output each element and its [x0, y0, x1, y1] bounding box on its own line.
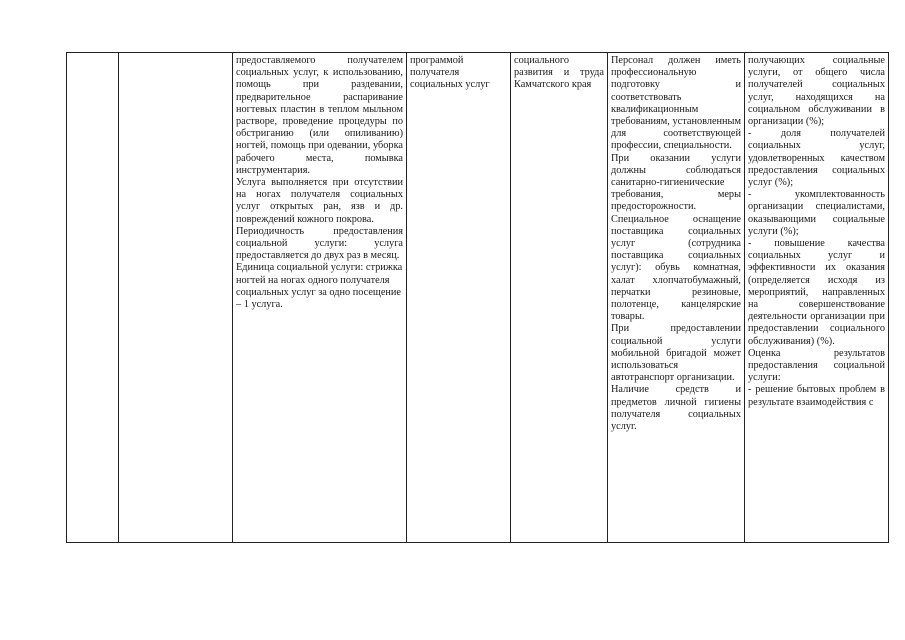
description-paragraph: Услуга выполняется при отсутствии на ногах получателя социальных услуг открытых ран, язв и др. повреждений кожного покрова.: [236, 177, 403, 225]
description-paragraph: предоставляемого получателем социальных услуг, к использованию, помощь при раздевании, предварительное распаривание ногтевых пластин в теплом мыльном растворе, проведение процедуры по обстриганию (или опиливанию) ногтей, помощь при одевании, уборка рабочего места, помывка инструментария.: [236, 55, 403, 176]
cell-service-description: [233, 53, 407, 543]
indicator-paragraph: - укомплектованность организации специалистами, оказывающими социальные услуги (%);: [748, 189, 885, 237]
tariff-text: социального развития и труда Камчатского края: [514, 55, 604, 91]
description-paragraph: Единица социальной услуги: стрижка ногтей на ногах одного получателя социальных услуг за одно посещение – 1 услуга.: [236, 262, 403, 311]
description-paragraph: Периодичность предоставления социальной услуги: услуга предоставляется до двух раз в месяц.: [236, 225, 403, 262]
table-row: [67, 53, 889, 543]
conditions-paragraph: При оказании услуги должны соблюдаться санитарно-гигиенические требования, меры предосторожности.: [611, 152, 741, 213]
conditions-paragraph: Наличие средств и предметов личной гигиены получателя социальных услуг.: [611, 384, 741, 433]
indicator-paragraph: - решение бытовых проблем в результате взаимодействия с: [748, 384, 885, 408]
cell-tariff: [511, 53, 608, 543]
period-text: программой получателя социальных услуг: [410, 55, 490, 91]
conditions-paragraph: Персонал должен иметь профессиональную подготовку и соответствовать квалификационным требованиям, установленным для соответствующей профессии, специальности.: [611, 55, 741, 152]
conditions-paragraph: Специальное оснащение поставщика социальных услуг (сотрудника поставщика социальных услуг): обувь комнатная, халат хлопчатобумажный, перчатки резиновые, полотенце, канцелярские товары.: [611, 213, 741, 323]
conditions-paragraph: При предоставлении социальной услуги мобильной бригадой может использоваться автотранспорт организации.: [611, 323, 741, 384]
cell-number: [67, 53, 119, 543]
indicator-paragraph: получающих социальные услуги, от общего числа получателей социальных услуг, находящихся на социальном обслуживании в организации (%);: [748, 55, 885, 128]
services-table: [66, 52, 889, 543]
indicator-paragraph: - повышение качества социальных услуг и эффективности их оказания (определяется исходя из мероприятий, направленных на совершенствование деятельности организации при предоставлении социального обслуживания) (%).: [748, 238, 885, 347]
cell-service-period: [407, 53, 511, 543]
cell-quality-indicators: [745, 53, 889, 543]
cell-conditions: [608, 53, 745, 543]
indicator-paragraph: - доля получателей социальных услуг, удовлетворенных качеством предоставления социальных услуг (%);: [748, 128, 885, 189]
cell-service-name: [119, 53, 233, 543]
indicator-paragraph: Оценка результатов предоставления социальной услуги:: [748, 347, 885, 384]
